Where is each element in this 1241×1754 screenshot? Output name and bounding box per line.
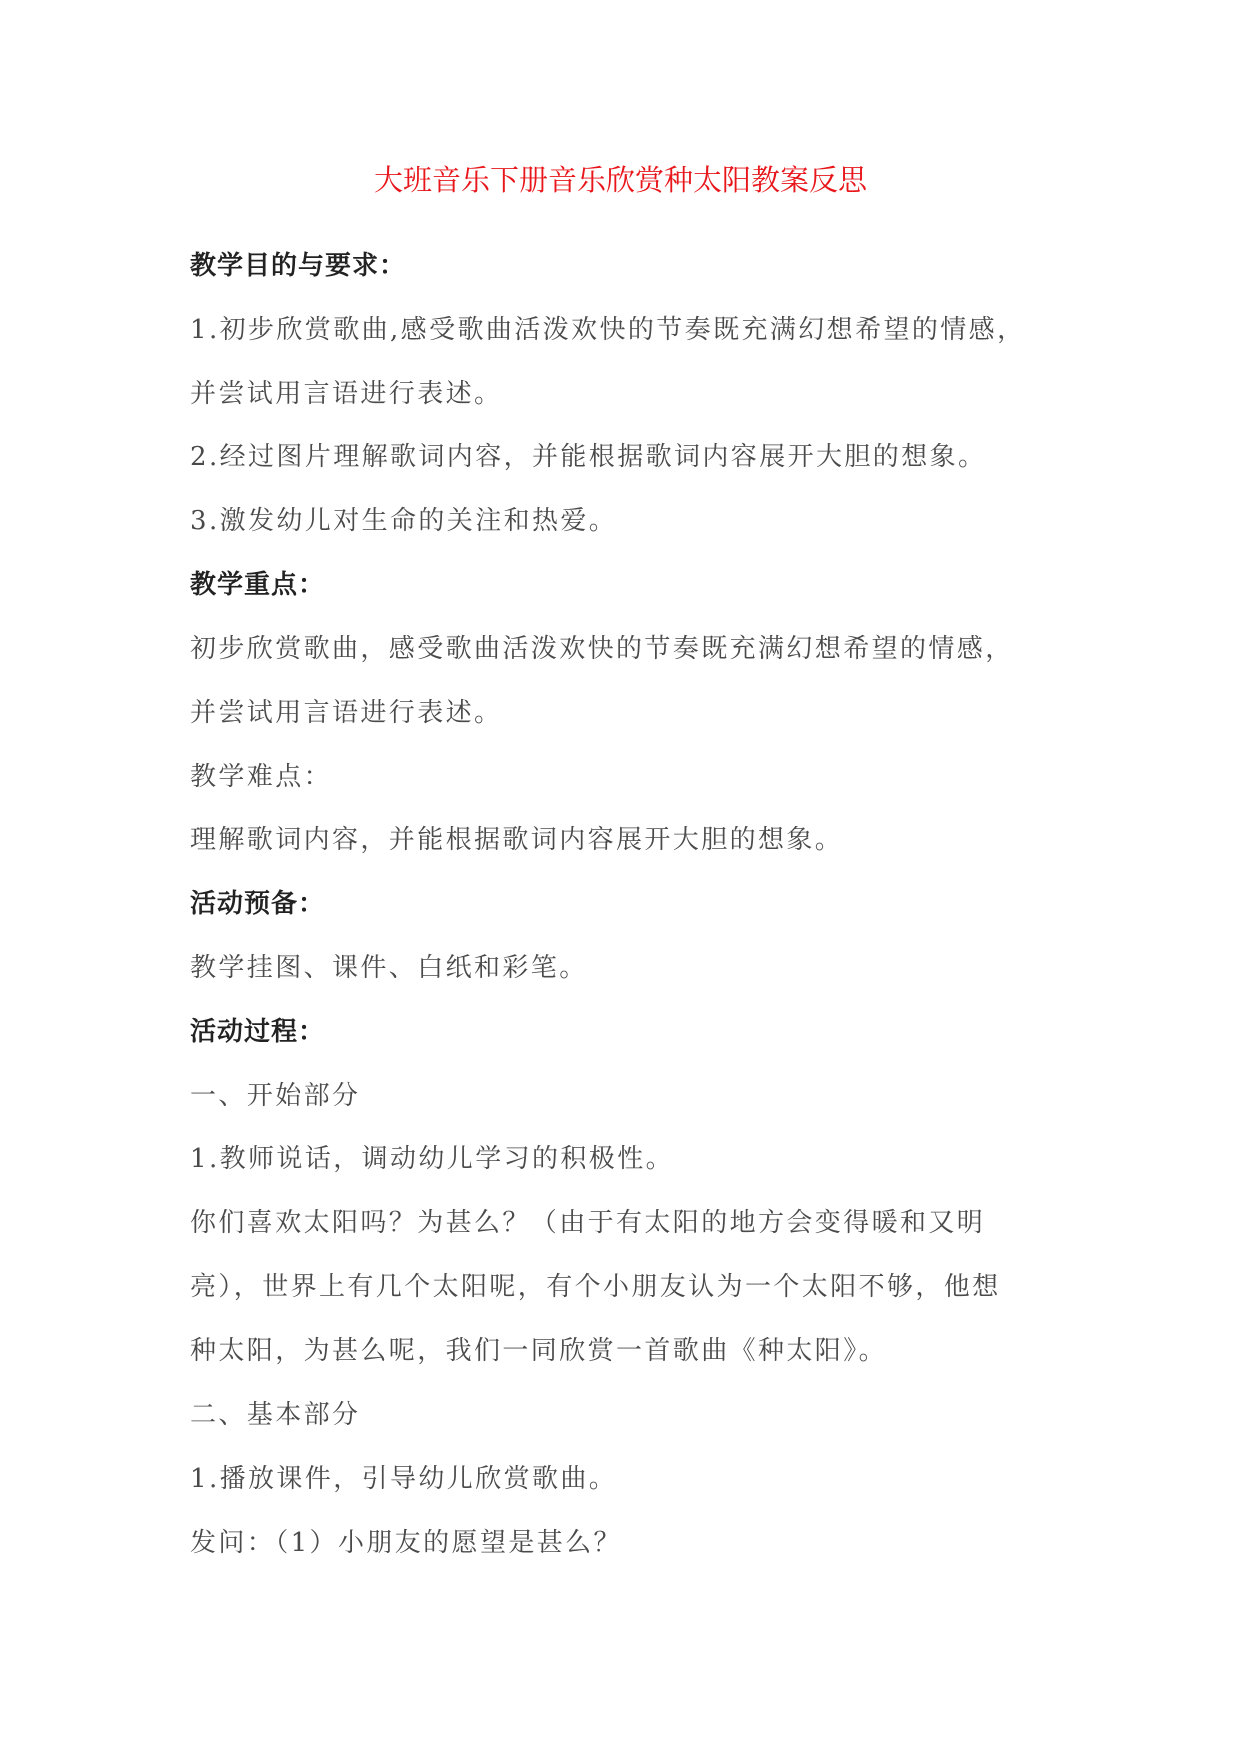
heading-teaching-focus: 教学重点： <box>190 570 326 600</box>
body-line: 1.初步欣赏歌曲,感受歌曲活泼欢快的节奏既充满幻想希望的情感， <box>190 315 1026 345</box>
body-line: 1.教师说话，调动幼儿学习的积极性。 <box>190 1144 675 1174</box>
body-line: 理解歌词内容，并能根据歌词内容展开大胆的想象。 <box>190 825 844 855</box>
body-line: 教学挂图、课件、白纸和彩笔。 <box>190 953 588 983</box>
body-line: 并尝试用言语进行表述。 <box>190 698 503 728</box>
body-line: 初步欣赏歌曲，感受歌曲活泼欢快的节奏既充满幻想希望的情感， <box>190 634 1014 664</box>
body-line: 你们喜欢太阳吗？为甚么？（由于有太阳的地方会变得暖和又明 <box>190 1208 986 1238</box>
body-line: 2.经过图片理解歌词内容，并能根据歌词内容展开大胆的想象。 <box>190 442 987 472</box>
heading-activity-preparation: 活动预备： <box>190 889 326 919</box>
heading-activity-process: 活动过程： <box>190 1017 326 1047</box>
section-title: 一、开始部分 <box>190 1081 361 1111</box>
body-line: 发问：（1）小朋友的愿望是甚么？ <box>190 1528 622 1558</box>
body-line: 1.播放课件，引导幼儿欣赏歌曲。 <box>190 1464 618 1494</box>
heading-teaching-goals: 教学目的与要求： <box>190 251 407 281</box>
subheading-teaching-difficulty: 教学难点： <box>190 762 333 792</box>
section-title: 二、基本部分 <box>190 1400 361 1430</box>
body-line: 亮），世界上有几个太阳呢，有个小朋友认为一个太阳不够，他想 <box>190 1272 1001 1302</box>
body-line: 种太阳，为甚么呢，我们一同欣赏一首歌曲《种太阳》。 <box>190 1336 888 1366</box>
body-line: 3.激发幼儿对生命的关注和热爱。 <box>190 506 618 536</box>
body-line: 并尝试用言语进行表述。 <box>190 379 503 409</box>
document-title: 大班音乐下册音乐欣赏种太阳教案反思 <box>373 163 867 197</box>
